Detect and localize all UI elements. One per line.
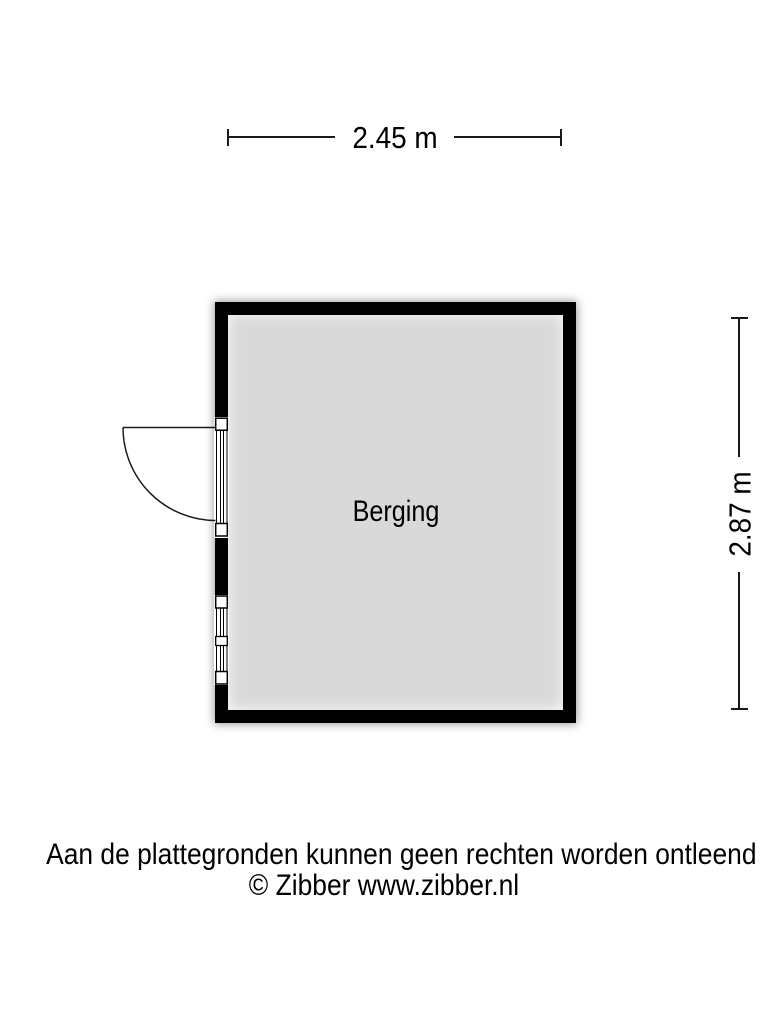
dimension-height xyxy=(722,317,757,710)
disclaimer-text: Aan de plattegronden kunnen geen rechten worden ontleend xyxy=(46,838,757,871)
fixtures-layer xyxy=(110,410,240,700)
dimension-width xyxy=(227,120,562,155)
door-swing-arc-icon xyxy=(123,428,216,521)
dimension-width-tick-right xyxy=(560,129,562,146)
dimension-height-line-bottom xyxy=(738,572,740,710)
footer xyxy=(0,839,768,901)
dimension-width-line-left xyxy=(227,136,335,138)
room-label: Berging xyxy=(352,495,440,528)
window-mid-bar xyxy=(216,637,228,646)
copyright-text: © Zibber www.zibber.nl xyxy=(248,869,520,902)
window-jamb-bottom xyxy=(216,672,228,685)
door-jamb-top xyxy=(216,418,228,430)
dimension-height-label: 2.87 m xyxy=(722,470,757,557)
dimension-height-tick-bottom xyxy=(731,708,748,710)
door-panel xyxy=(217,431,228,524)
dimension-height-line-top xyxy=(738,317,740,457)
door-jamb-bottom xyxy=(216,524,228,537)
window-jamb-top xyxy=(216,596,228,608)
dimension-width-label: 2.45 m xyxy=(351,120,438,155)
dimension-width-line-right xyxy=(454,136,562,138)
